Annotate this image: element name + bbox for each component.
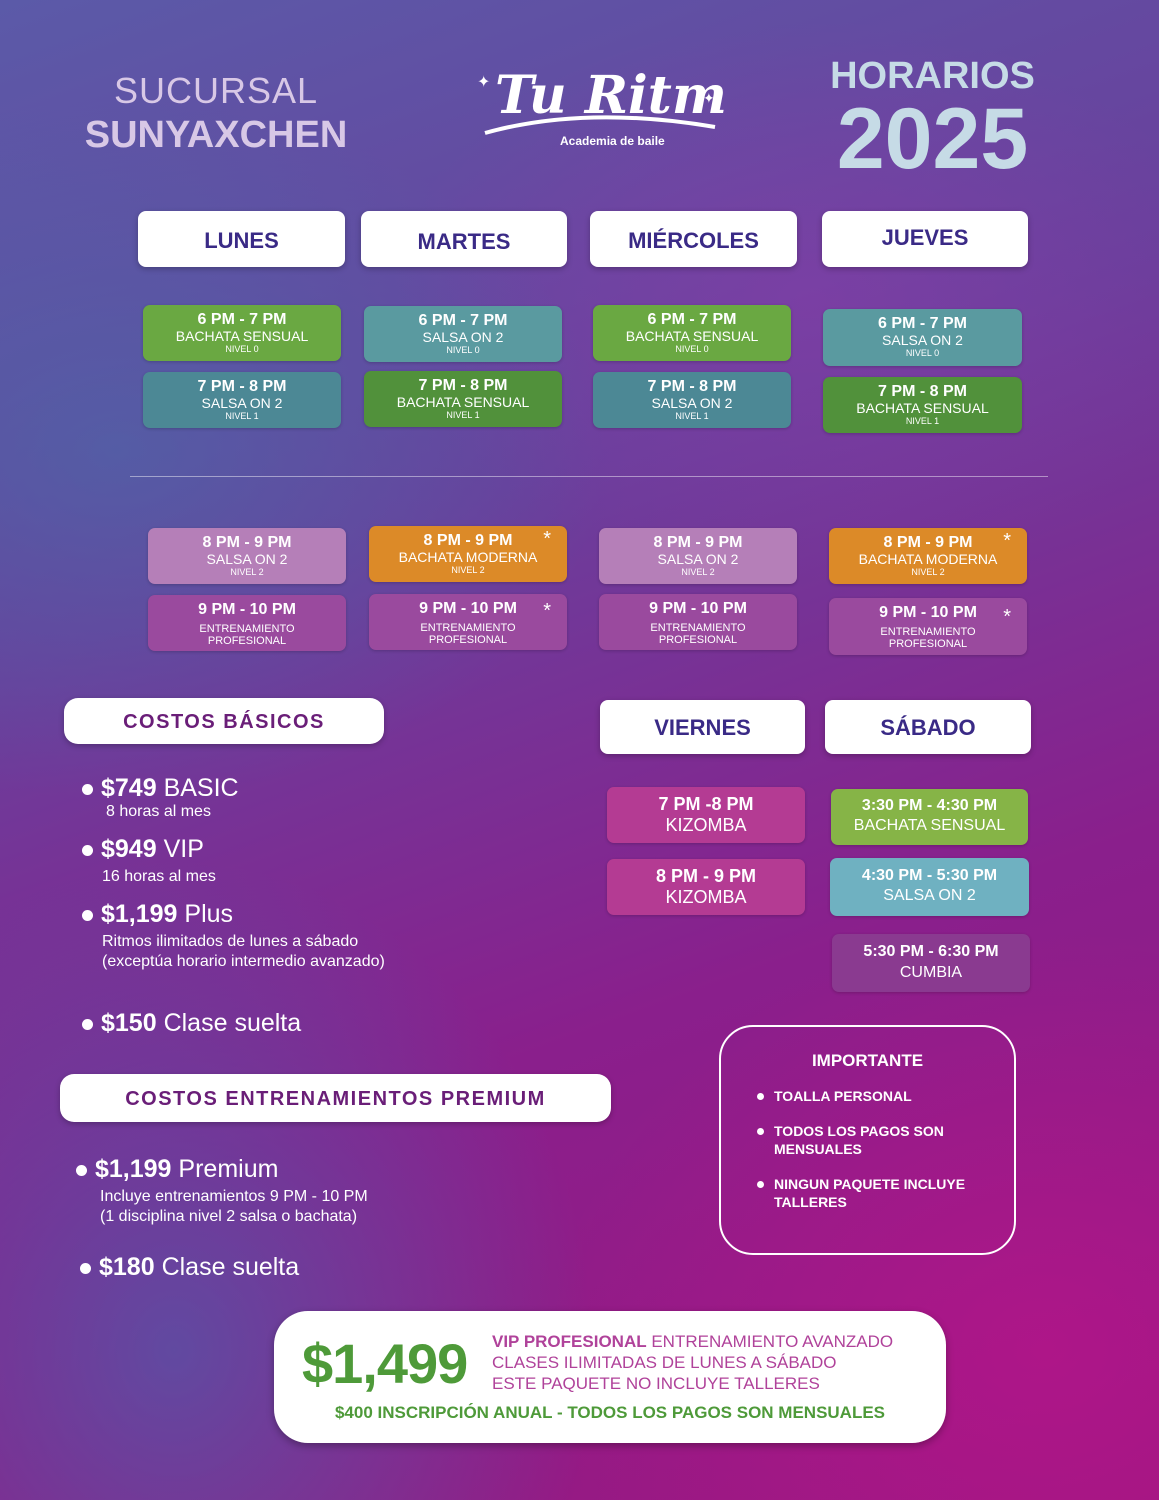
slot-class: BACHATA SENSUAL: [396, 394, 530, 410]
class-slot: [831, 789, 1028, 845]
important-item: TODOS LOS PAGOS SON MENSUALES: [757, 1122, 1014, 1158]
slot-time: 5:30 PM - 6:30 PM: [863, 943, 999, 960]
price-amount: $1,199: [101, 900, 178, 928]
slot-time: 4:30 PM - 5:30 PM: [861, 867, 998, 884]
price-desc: Ritmos ilimitados de lunes a sábado: [102, 933, 359, 950]
branch-label: SUCURSAL: [113, 70, 319, 111]
basic-costs-title: COSTOS BÁSICOS: [64, 698, 384, 744]
price-amount: $180: [99, 1253, 155, 1281]
slot-time: 7 PM -8 PM: [658, 794, 754, 814]
class-slot: [823, 309, 1022, 366]
price-amount: $1,199: [95, 1155, 172, 1183]
slot-class: BACHATA SENSUAL: [175, 328, 309, 344]
price-item-vip: [82, 835, 216, 886]
slot-level: NIVEL 1: [675, 411, 709, 421]
slot-class: CUMBIA: [899, 964, 963, 981]
price-item-basic: [82, 774, 239, 821]
slot-class: ENTRENAMIENTO PROFESIONAL: [880, 626, 976, 650]
premium-costs-title: COSTOS ENTRENAMIENTOS PREMIUM: [60, 1074, 611, 1122]
important-box: [719, 1025, 1016, 1255]
slot-level: NIVEL 2: [451, 565, 485, 575]
important-item: TOALLA PERSONAL: [757, 1087, 1014, 1105]
price-amount: $949: [101, 835, 157, 863]
class-slot: [829, 528, 1027, 584]
bullet-icon: [82, 845, 93, 856]
bullet-icon: [76, 1165, 87, 1176]
price-name: Clase suelta: [163, 1009, 302, 1037]
slot-time: 7 PM - 8 PM: [647, 378, 737, 395]
slot-time: 8 PM - 9 PM: [883, 534, 973, 551]
price-name: BASIC: [163, 774, 239, 802]
class-slot: [599, 528, 797, 584]
price-name: Clase suelta: [161, 1253, 300, 1281]
class-slot: [607, 787, 805, 843]
slot-class: KIZOMBA: [665, 815, 747, 835]
price-item-plus: [82, 900, 385, 971]
slot-class: BACHATA SENSUAL: [853, 817, 1006, 834]
price-item-premium-single: [80, 1253, 299, 1282]
promo-plan-name: VIP PROFESIONAL: [492, 1332, 647, 1351]
promo-price: $1,499: [302, 1332, 468, 1395]
slot-time: 8 PM - 9 PM: [202, 534, 292, 551]
slot-class: BACHATA MODERNA: [858, 551, 998, 567]
slot-class: BACHATA SENSUAL: [625, 328, 759, 344]
svg-text:✦: ✦: [477, 72, 491, 91]
class-slot: [369, 526, 567, 582]
class-slot: [143, 305, 341, 361]
class-slot: [148, 595, 346, 651]
price-item-premium: [76, 1155, 368, 1226]
slot-level: NIVEL 0: [225, 344, 259, 354]
class-slot: [830, 858, 1029, 916]
slot-class: SALSA ON 2: [201, 395, 283, 411]
slot-class: ENTRENAMIENTO PROFESIONAL: [199, 623, 295, 647]
price-name: Premium: [178, 1155, 279, 1183]
slot-time: 8 PM - 9 PM: [423, 532, 513, 549]
class-slot: [599, 594, 797, 650]
price-amount: $749: [101, 774, 157, 802]
slot-time: 7 PM - 8 PM: [197, 378, 287, 395]
day-header-miercoles: MIÉRCOLES: [590, 211, 797, 267]
slot-class: ENTRENAMIENTO PROFESIONAL: [650, 622, 746, 646]
slot-class: SALSA ON 2: [657, 551, 739, 567]
vip-promo-card: [274, 1311, 946, 1443]
class-slot: [369, 594, 567, 650]
slot-class: ENTRENAMIENTO PROFESIONAL: [420, 622, 516, 646]
slot-level: NIVEL 2: [911, 567, 945, 577]
schedule-label: HORARIOS: [830, 55, 1035, 97]
price-amount: $150: [101, 1009, 157, 1037]
branch-name: SUNYAXCHEN: [84, 114, 348, 156]
slot-time: 6 PM - 7 PM: [418, 312, 508, 329]
promo-line1: ENTRENAMIENTO AVANZADO: [646, 1332, 894, 1351]
class-slot: [832, 934, 1030, 992]
day-header-viernes: VIERNES: [600, 700, 805, 754]
slot-class: BACHATA SENSUAL: [856, 400, 989, 416]
slot-time: 9 PM - 10 PM: [419, 600, 517, 617]
svg-text:✦: ✦: [703, 91, 715, 107]
slot-time: 6 PM - 7 PM: [878, 315, 967, 332]
promo-line2: CLASES ILIMITADAS DE LUNES A SÁBADO: [492, 1353, 837, 1372]
bullet-icon: [82, 910, 93, 921]
price-desc: Incluye entrenamientos 9 PM - 10 PM: [100, 1188, 368, 1205]
day-header-jueves: JUEVES: [822, 211, 1028, 267]
promo-line3: ESTE PAQUETE NO INCLUYE TALLERES: [492, 1374, 820, 1393]
class-slot: [607, 859, 805, 915]
premium-star: *: [1003, 606, 1011, 628]
slot-time: 6 PM - 7 PM: [647, 311, 737, 328]
slot-level: NIVEL 0: [446, 345, 480, 355]
price-desc-2: (1 disciplina nivel 2 salsa o bachata): [100, 1208, 358, 1225]
slot-level: NIVEL 1: [905, 416, 940, 426]
branch-title: [76, 70, 356, 157]
day-header-sabado: SÁBADO: [825, 700, 1031, 754]
bullet-icon: [82, 784, 93, 795]
class-slot: [364, 306, 562, 362]
class-slot: [143, 372, 341, 428]
class-slot: [364, 371, 562, 427]
slot-class: SALSA ON 2: [651, 395, 733, 411]
class-slot: [593, 305, 791, 361]
slot-time: 3:30 PM - 4:30 PM: [861, 797, 998, 814]
price-name: Plus: [184, 900, 234, 928]
slot-time: 9 PM - 10 PM: [649, 600, 747, 617]
price-desc: 16 horas al mes: [102, 868, 216, 885]
slot-time: 8 PM - 9 PM: [653, 534, 743, 551]
price-desc: 8 horas al mes: [106, 803, 211, 820]
logo-tagline: Academia de baile: [560, 134, 665, 148]
slot-time: 9 PM - 10 PM: [879, 604, 977, 621]
class-slot: [593, 372, 791, 428]
day-header-martes: MARTES: [361, 211, 567, 267]
important-title: IMPORTANTE: [811, 1051, 924, 1070]
class-slot: [148, 528, 346, 584]
important-item: NINGUN PAQUETE INCLUYE TALLERES: [757, 1175, 1014, 1211]
section-divider: [130, 476, 1048, 477]
slot-time: 7 PM - 8 PM: [878, 383, 967, 400]
slot-class: SALSA ON 2: [882, 332, 963, 348]
slot-class: SALSA ON 2: [206, 551, 288, 567]
promo-footer: $400 INSCRIPCIÓN ANUAL - TODOS LOS PAGOS SON MENSUALES: [334, 1403, 886, 1422]
tu-ritmo-logo: [455, 55, 725, 155]
logo-name: Tu Ritm: [495, 65, 725, 126]
day-header-lunes: LUNES: [138, 211, 345, 267]
premium-star: *: [1003, 530, 1011, 552]
slot-level: NIVEL 1: [225, 411, 259, 421]
bullet-icon: [82, 1019, 93, 1030]
slot-level: NIVEL 2: [230, 567, 264, 577]
slot-class: SALSA ON 2: [883, 887, 976, 904]
schedule-year: 2025: [836, 91, 1029, 187]
slot-level: NIVEL 1: [446, 410, 480, 420]
promo-description: [492, 1331, 893, 1394]
premium-star: *: [543, 528, 551, 550]
premium-star: *: [543, 600, 551, 622]
slot-time: 8 PM - 9 PM: [655, 866, 757, 886]
price-desc-2: (exceptúa horario intermedio avanzado): [102, 953, 385, 970]
slot-level: NIVEL 0: [675, 344, 709, 354]
slot-class: KIZOMBA: [665, 887, 747, 907]
bullet-icon: [80, 1263, 91, 1274]
slot-time: 9 PM - 10 PM: [198, 601, 296, 618]
slot-time: 6 PM - 7 PM: [197, 311, 287, 328]
slot-class: BACHATA MODERNA: [398, 549, 538, 565]
price-item-single: [82, 1009, 301, 1038]
schedule-title: [815, 55, 1050, 187]
class-slot: [823, 377, 1022, 433]
slot-class: SALSA ON 2: [422, 329, 504, 345]
slot-level: NIVEL 0: [905, 348, 940, 358]
slot-time: 7 PM - 8 PM: [418, 377, 508, 394]
class-slot: [829, 598, 1027, 655]
slot-level: NIVEL 2: [681, 567, 715, 577]
price-name: VIP: [163, 835, 204, 863]
